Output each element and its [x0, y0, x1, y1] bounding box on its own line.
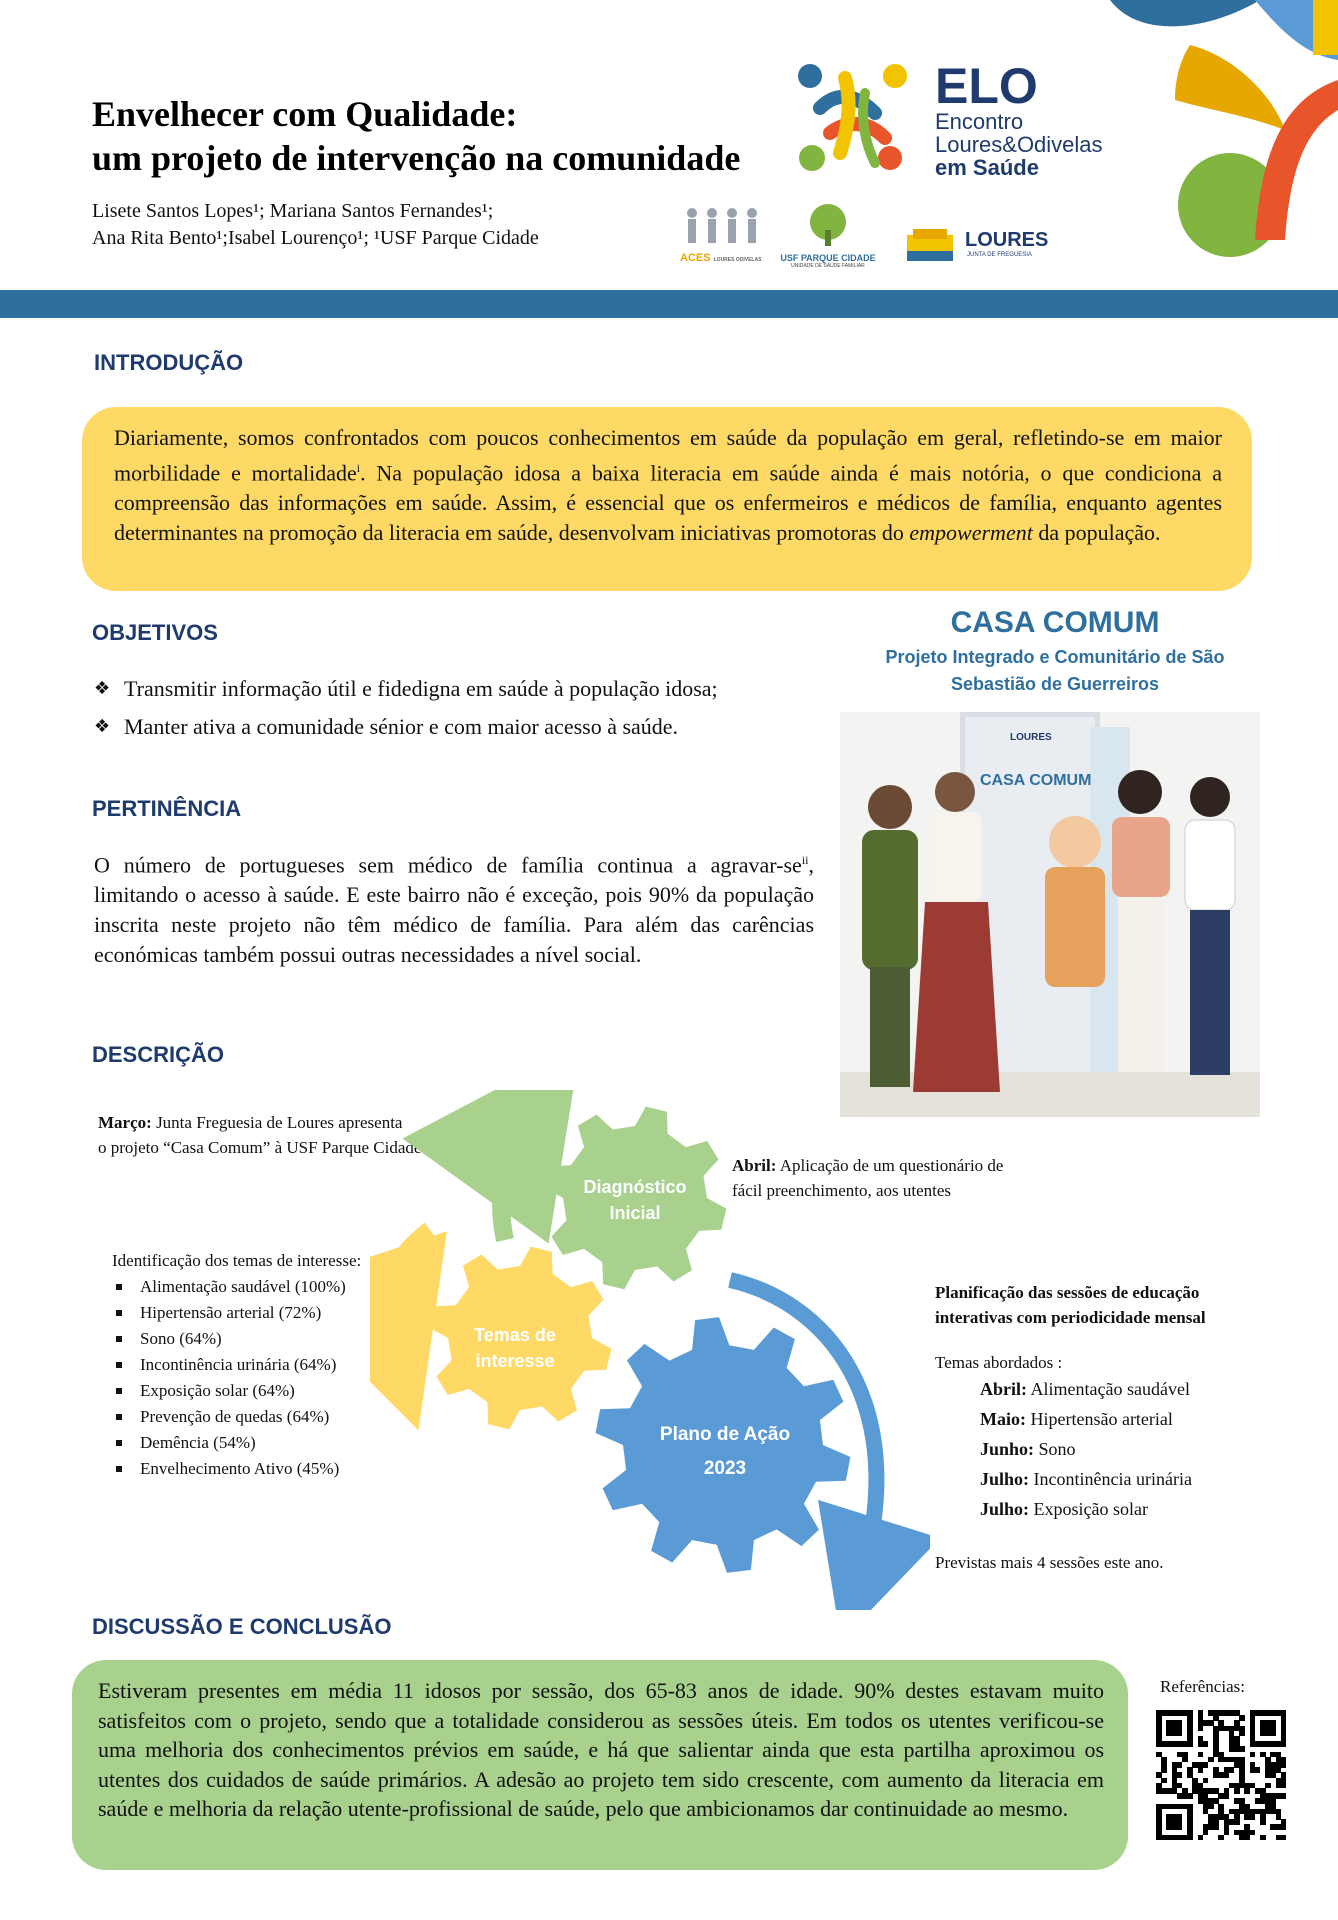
intro-emph: empowerment — [909, 520, 1033, 546]
list-item: Envelhecimento Ativo (45%) — [112, 1456, 432, 1482]
authors-line-1: Lisete Santos Lopes¹; Mariana Santos Fernandes¹; — [92, 200, 494, 222]
session-month: Julho: — [980, 1499, 1030, 1519]
pertinencia-text — [94, 845, 814, 970]
list-item: Incontinência urinária (64%) — [112, 1352, 432, 1378]
objetivo-text: Transmitir informação útil e fidedigna em saúde à população idosa; — [124, 676, 718, 701]
sessions-list — [980, 1374, 1280, 1524]
abril-text-1: Aplicação de um questionário de — [776, 1156, 1004, 1175]
intro-text-b: . Na população idosa a baixa literacia em saúde ainda é mais notória, o que condiciona a compreensão das informações em saúde. Assim, é essencial que os enfermeiros e médicos de família, enquanto agentes determinantes na promoção da literacia em saúde, desenvolvam iniciativas promotoras do — [114, 460, 1222, 546]
usf-small: UNIDADE DE SAÚDE FAMILIAR — [791, 263, 865, 269]
banner-text: CASA COMUM — [980, 772, 1092, 789]
objetivos-heading: OBJETIVOS — [92, 620, 218, 645]
casa-subtitle-2: Sebastião de Guerreiros — [950, 674, 1160, 694]
abril-label: Abril: — [732, 1156, 777, 1175]
elo-logo-icon — [790, 58, 915, 183]
loures-label: LOURES — [965, 229, 1049, 251]
gear2-label — [425, 1322, 605, 1374]
session-month: Abril: — [980, 1379, 1027, 1399]
team-photo — [840, 712, 1260, 1117]
plan-title-1: Planificação das sessões de educação — [935, 1283, 1200, 1302]
list-item: Exposição solar (64%) — [112, 1378, 432, 1404]
title-line-2: um projeto de intervenção na comunidade — [92, 138, 741, 178]
descricao-heading: DESCRIÇÃO — [92, 1042, 225, 1067]
title-line-1: Envelhecer com Qualidade: — [92, 94, 518, 134]
pertinencia-text-b: , limitando o acesso à saúde. E este bairro não é exceção, pois 90% da população inscrita neste projeto não têm médico de família. Para além das carências económicas também possui outras necessidades a nível social. — [94, 852, 814, 968]
temas-abordados: Temas abordados : — [935, 1353, 1063, 1372]
gear3-label — [620, 1418, 830, 1486]
list-item: Demência (54%) — [112, 1430, 432, 1456]
intro-text-a: Diariamente, somos confrontados com poucos conhecimentos em saúde da população em geral, refletindo-se em maior morbilidade e mortalidade — [114, 425, 1222, 486]
referencias-label: Referências: — [1160, 1677, 1245, 1696]
intro-text-c: da população. — [1032, 520, 1161, 546]
discussao-box — [72, 1660, 1128, 1870]
session-topic: Exposição solar — [1033, 1499, 1148, 1519]
tree-icon — [803, 202, 853, 248]
authors-line-2: Ana Rita Bento¹;Isabel Lourenço¹; ¹USF Parque Cidade — [92, 227, 539, 249]
poster-title — [92, 92, 740, 180]
banner-loures: LOURES — [1010, 732, 1052, 743]
diamond-bullet-icon: ❖ — [94, 716, 111, 737]
casa-title: CASA COMUM — [950, 606, 1160, 639]
objetivos-list — [92, 670, 812, 746]
session-topic: Incontinência urinária — [1033, 1469, 1192, 1489]
gear3-label-1: Plano de Ação — [659, 1424, 791, 1445]
list-item — [92, 670, 812, 708]
previstas-note: Previstas mais 4 sessões este ano. — [935, 1553, 1164, 1572]
elo-logo-text — [935, 58, 1103, 180]
marco-text-1: Junta Freguesia de Loures apresenta — [151, 1113, 403, 1132]
gear1-label — [540, 1174, 730, 1226]
session-item — [980, 1464, 1280, 1494]
discussao-text: Estiveram presentes em média 11 idosos por sessão, dos 65-83 anos de idade. 90% destes estavam muito satisfeitos com o projeto, sendo que a totalidade considerou as sessões úteis. Em todos os utentes verificou-se uma melhoria dos conhecimentos prévios em saúde, e há que salientar ainda que esta partilha aproximou os utentes dos cuidados de saúde primários. A adesão ao projeto tem sido crescente, com aumento da literacia em saúde e melhoria da relação utente-profissional de saúde, pelo que ambicionamos dar continuidade ao mesmo. — [98, 1678, 1104, 1821]
pertinencia-heading: PERTINÊNCIA — [92, 796, 242, 821]
gear1-label-1: Diagnóstico — [583, 1177, 687, 1197]
gear3-label-2: 2023 — [703, 1458, 747, 1479]
list-item: Alimentação saudável (100%) — [112, 1274, 432, 1300]
gear2-label-2: interesse — [475, 1351, 555, 1371]
elo-sub-1: Encontro — [935, 109, 1024, 134]
abril-text-2: fácil preenchimento, aos utentes — [732, 1181, 952, 1200]
aces-logo — [680, 205, 765, 270]
plan-title-2: interativas com periodicidade mensal — [935, 1308, 1206, 1327]
pertinencia-sup: ii — [801, 853, 809, 867]
aces-small: LOURES ODIVELAS — [713, 257, 762, 263]
casa-subtitle — [850, 644, 1260, 698]
people-icon — [680, 205, 765, 247]
list-item: Hipertensão arterial (72%) — [112, 1300, 432, 1326]
list-item: Prevenção de quedas (64%) — [112, 1404, 432, 1430]
pertinencia-text-a: O número de portugueses sem médico de família continua a agravar-se — [94, 852, 802, 878]
session-item — [980, 1494, 1280, 1524]
plan-title — [935, 1280, 1265, 1330]
loures-small: JUNTA DE FREGUESIA — [967, 252, 1032, 258]
list-item: Sono (64%) — [112, 1326, 432, 1352]
list-item — [92, 708, 812, 746]
intro-box — [82, 407, 1252, 591]
header-bar — [0, 290, 1338, 318]
temas-items — [112, 1274, 432, 1482]
intro-sup: i — [356, 461, 361, 475]
session-topic: Hipertensão arterial — [1030, 1409, 1173, 1429]
marco-text-2: o projeto “Casa Comum” à USF Parque Cidade — [98, 1138, 422, 1157]
intro-heading: INTRODUÇÃO — [94, 350, 244, 375]
session-item — [980, 1374, 1280, 1404]
session-topic: Sono — [1038, 1439, 1076, 1459]
marco-label: Março: — [98, 1113, 152, 1132]
aces-label: ACES — [680, 252, 711, 264]
session-item — [980, 1434, 1280, 1464]
elo-sub-3: em Saúde — [935, 155, 1039, 180]
objetivo-text: Manter ativa a comunidade sénior e com maior acesso à saúde. — [124, 714, 679, 739]
qr-code-icon[interactable] — [1156, 1710, 1286, 1840]
gear2-label-1: Temas de — [474, 1325, 556, 1345]
diamond-bullet-icon: ❖ — [94, 678, 111, 699]
session-month: Julho: — [980, 1469, 1030, 1489]
usf-logo — [778, 202, 878, 274]
session-item — [980, 1404, 1280, 1434]
session-topic: Alimentação saudável — [1030, 1379, 1190, 1399]
elo-sub-2: Loures&Odivelas — [935, 132, 1103, 157]
decorative-shapes — [1080, 0, 1338, 290]
intro-text — [114, 423, 1222, 548]
temas-intro: Identificação dos temas de interesse: — [112, 1251, 362, 1270]
authors — [92, 198, 539, 252]
session-month: Maio: — [980, 1409, 1026, 1429]
discussao-heading: DISCUSSÃO E CONCLUSÃO — [92, 1614, 392, 1639]
loures-emblem-icon — [905, 225, 955, 263]
gear1-label-2: Inicial — [609, 1203, 661, 1223]
usf-label: USF PARQUE CIDADE — [780, 253, 876, 263]
casa-subtitle-1: Projeto Integrado e Comunitário de São — [885, 647, 1225, 667]
temas-list — [112, 1248, 432, 1482]
session-month: Junho: — [980, 1439, 1035, 1459]
loures-logo — [905, 225, 1055, 265]
elo-wordmark: ELO — [935, 58, 1038, 114]
